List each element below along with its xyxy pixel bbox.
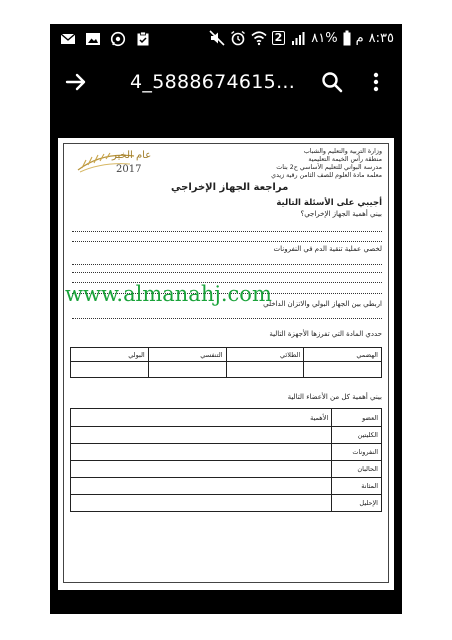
header-ministry: وزارة التربية والتعليم والشباب <box>303 148 382 155</box>
instructions: أجيبي على الأسئلة التالية <box>276 198 382 208</box>
clock: ٨:٣٥ <box>368 30 394 46</box>
header-teacher: معلمة مادة العلوم للصف الثامن رقية زيدي <box>271 172 382 179</box>
more-vert-icon[interactable] <box>368 70 384 94</box>
arrow-right-icon[interactable] <box>64 70 88 94</box>
wifi-icon <box>251 30 267 46</box>
document-page <box>58 138 394 590</box>
alarm-icon <box>230 30 246 46</box>
header-organ: العضو <box>332 409 382 427</box>
mute-icon <box>209 30 225 46</box>
watermark: www.almanahj.com <box>65 282 272 306</box>
clipboard-icon <box>135 31 151 47</box>
organs-table <box>70 408 382 512</box>
question-4: حددي المادة التي تفرزها الأجهزة التالية <box>269 330 382 338</box>
organ-ureters: الحالبان <box>332 461 382 478</box>
signal-icon <box>290 30 306 46</box>
answer-line[interactable] <box>72 264 382 265</box>
header-school: مدرسة البواني للتعليم الأساسي ح2 بنات <box>276 164 382 171</box>
answer-cell[interactable] <box>304 362 382 378</box>
organ-kidneys: الكليتين <box>332 427 382 444</box>
organ-bladder: المثانة <box>332 478 382 495</box>
status-bar <box>50 24 402 54</box>
app-toolbar <box>50 54 402 110</box>
organ-urethra: الإحليل <box>332 495 382 512</box>
document-title: مراجعة الجهاز الإخراجي <box>171 182 289 193</box>
answer-cell[interactable] <box>71 495 332 512</box>
logo-text: عام الخير <box>112 150 152 161</box>
file-title: 4_5888674615... <box>130 71 296 93</box>
header-respiratory: التنفسي <box>148 348 226 362</box>
am-pm: م <box>355 30 364 46</box>
answer-line[interactable] <box>72 318 382 319</box>
question-1: بيني أهمية الجهاز الإخراجي؟ <box>300 210 382 218</box>
image-icon <box>85 31 101 47</box>
answer-cell[interactable] <box>71 478 332 495</box>
answer-cell[interactable] <box>71 362 149 378</box>
battery-icon <box>343 30 351 46</box>
answer-cell[interactable] <box>71 444 332 461</box>
battery-percent: ٨١% <box>311 30 338 46</box>
document-viewer[interactable] <box>50 110 402 614</box>
notification-icons <box>60 31 151 47</box>
header-integumentary: الطلائي <box>226 348 304 362</box>
year-of-giving-logo <box>72 148 152 182</box>
answer-cell[interactable] <box>148 362 226 378</box>
question-3: اربطي بين الجهاز البولي والاتزان الداخلي <box>263 300 382 308</box>
mail-icon <box>60 31 76 47</box>
phone-screen <box>50 24 402 614</box>
answer-line[interactable] <box>72 272 382 273</box>
answer-cell[interactable] <box>226 362 304 378</box>
whatsapp-icon <box>110 31 126 47</box>
question-2: لخصي عملية تنقية الدم في النفرونات <box>273 245 382 253</box>
system-icons <box>209 30 394 46</box>
answer-line[interactable] <box>72 231 382 232</box>
question-5: بيني أهمية كل من الأعضاء التالية <box>287 393 382 401</box>
answer-cell[interactable] <box>71 427 332 444</box>
answer-line[interactable] <box>72 241 382 242</box>
header-digestive: الهضمي <box>304 348 382 362</box>
search-icon[interactable] <box>320 70 344 94</box>
organ-nephrons: النفرونات <box>332 444 382 461</box>
sim-indicator: 2 <box>272 31 286 45</box>
header-importance: الأهمية <box>71 409 332 427</box>
header-zone: منطقة رأس الخيمة التعليمية <box>308 156 382 163</box>
header-urinary: البولي <box>71 348 149 362</box>
systems-table <box>70 347 382 378</box>
logo-year: 2017 <box>116 164 142 175</box>
answer-cell[interactable] <box>71 461 332 478</box>
